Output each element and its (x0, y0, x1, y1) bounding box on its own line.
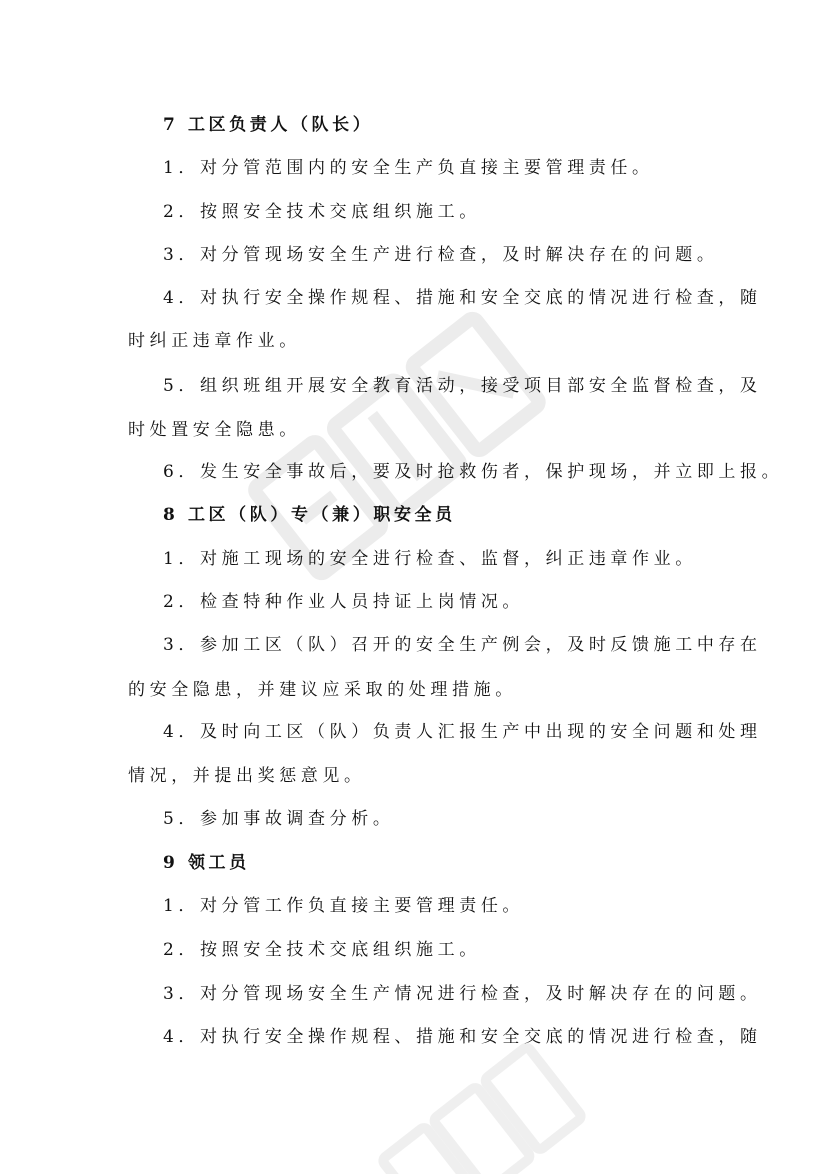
paragraph-line: 6．发生安全事故后，要及时抢救伤者，保护现场，并立即上报。 (163, 462, 784, 482)
paragraph-line: 2．按照安全技术交底组织施工。 (163, 940, 481, 960)
paragraph-line: 3．对分管现场安全生产情况进行检查，及时解决存在的问题。 (163, 984, 762, 1004)
paragraph-line-continuation: 时处置安全隐患。 (128, 420, 301, 440)
paragraph-line: 1．对施工现场的安全进行检查、监督，纠正违章作业。 (163, 549, 697, 569)
paragraph-line-continuation: 的安全隐患，并建议应采取的处理措施。 (128, 680, 517, 700)
paragraph-line: 4．对执行安全操作规程、措施和安全交底的情况进行检查，随 (163, 1027, 762, 1047)
section-heading-9: 9 领工员 (163, 853, 250, 873)
paragraph-line: 2．检查特种作业人员持证上岗情况。 (163, 592, 525, 612)
section-heading-7: 7 工区负责人（队长） (163, 115, 374, 135)
paragraph-line: 5．组织班组开展安全教育活动，接受项目部安全监督检查，及 (163, 376, 762, 396)
paragraph-line-continuation: 情况，并提出奖惩意见。 (128, 766, 366, 786)
paragraph-line: 5．参加事故调查分析。 (163, 809, 395, 829)
paragraph-line-continuation: 时纠正违章作业。 (128, 331, 301, 351)
section-heading-8: 8 工区（队）专（兼）职安全员 (163, 505, 456, 525)
paragraph-line: 3．参加工区（队）召开的安全生产例会，及时反馈施工中存在 (163, 635, 762, 655)
paragraph-line: 1．对分管工作负直接主要管理责任。 (163, 896, 525, 916)
paragraph-line: 4．对执行安全操作规程、措施和安全交底的情况进行检查，随 (163, 288, 762, 308)
paragraph-line: 2．按照安全技术交底组织施工。 (163, 202, 481, 222)
watermark-logo-secondary (364, 1031, 595, 1174)
paragraph-line: 4．及时向工区（队）负责人汇报生产中出现的安全问题和处理 (163, 722, 762, 742)
paragraph-line: 3．对分管现场安全生产进行检查，及时解决存在的问题。 (163, 245, 719, 265)
paragraph-line: 1．对分管范围内的安全生产负直接主要管理责任。 (163, 158, 654, 178)
